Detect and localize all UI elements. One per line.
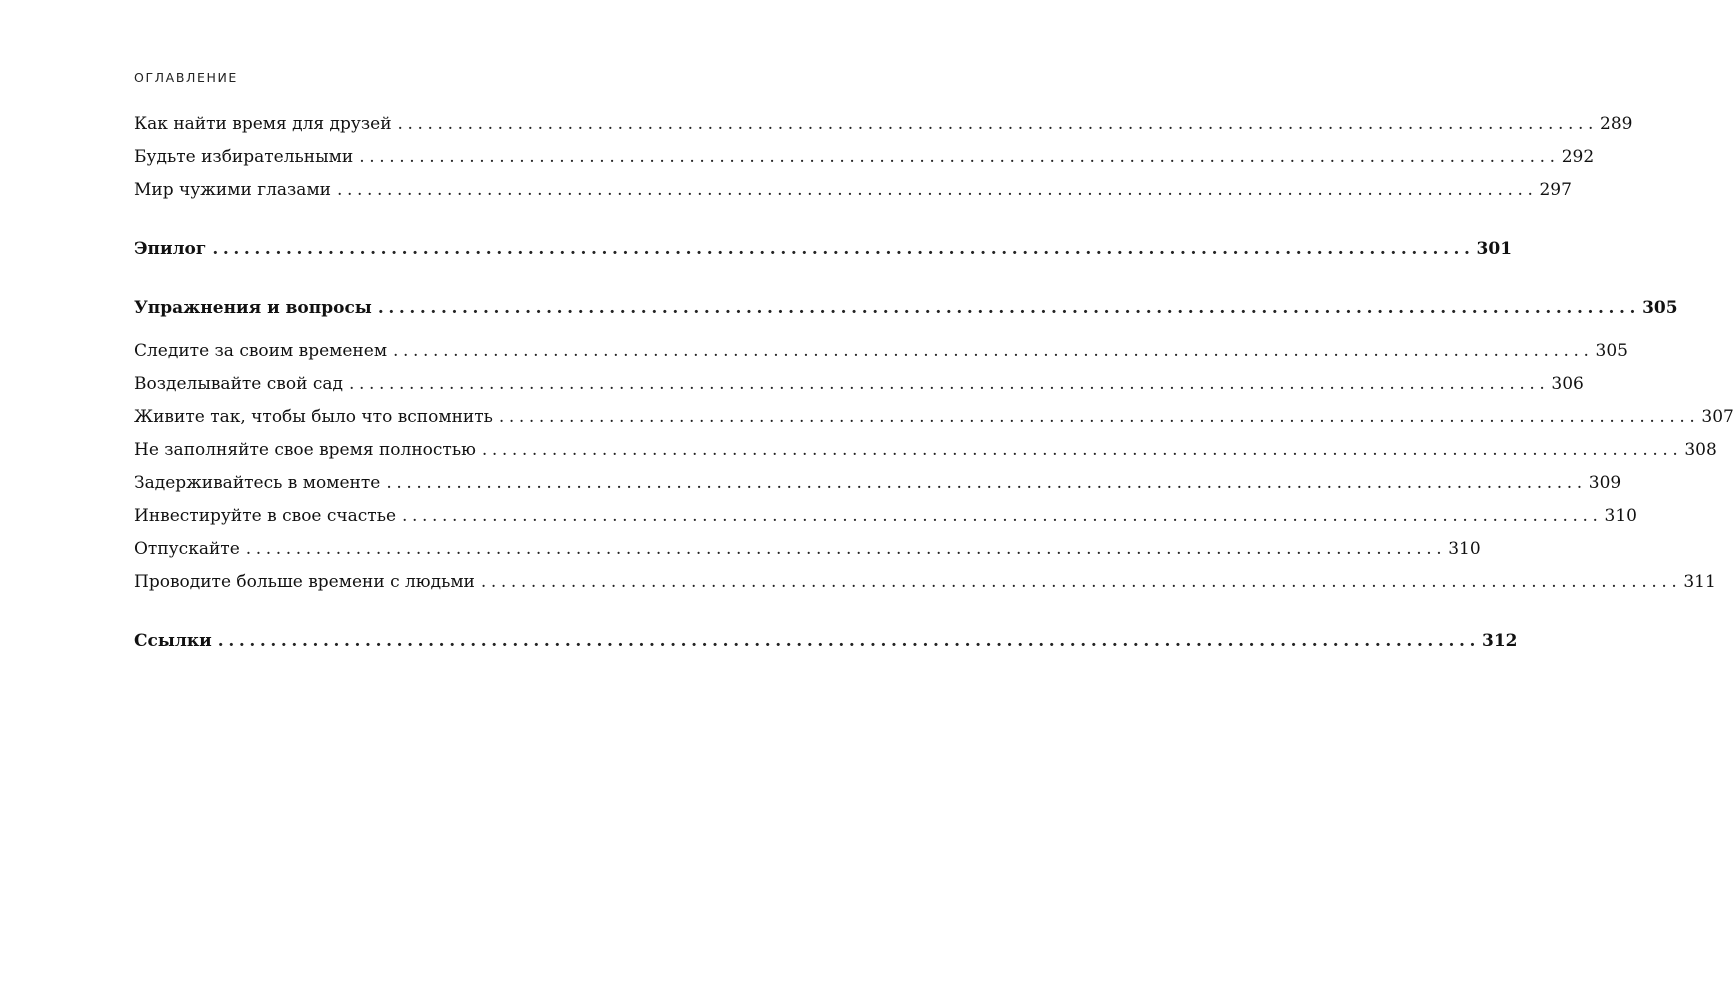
toc-entry[interactable]	[134, 368, 1584, 401]
toc-entry-page-number: 308	[1684, 440, 1717, 460]
toc-entry-title: Возделывайте свой сад	[134, 374, 343, 394]
dot-leader: ........................................................................................................................	[397, 114, 1599, 134]
toc-entry-page-number: 310	[1604, 506, 1637, 526]
dot-leader: ........................................................................................................................	[217, 631, 1481, 651]
toc-entry-page-number: 305	[1642, 298, 1678, 318]
toc-entry[interactable]	[134, 533, 1481, 566]
dot-leader: ........................................................................................................................	[245, 539, 1447, 559]
toc-entry[interactable]	[134, 434, 1717, 467]
toc-entry-title: Упражнения и вопросы	[134, 298, 372, 318]
toc-entry-page-number: 297	[1539, 180, 1572, 200]
toc-entry[interactable]	[134, 141, 1595, 174]
toc-entry-page-number: 292	[1561, 147, 1595, 167]
toc-entry-title: Эпилог	[134, 239, 207, 259]
running-head: ОГЛАВЛЕНИЕ	[134, 70, 238, 85]
toc-entry[interactable]	[134, 108, 1633, 141]
toc-entry-title: Как найти время для друзей	[134, 114, 392, 134]
toc-section-references[interactable]	[134, 625, 1518, 658]
toc-entry-title: Проводите больше времени с людьми	[134, 572, 475, 592]
toc-entry[interactable]	[134, 566, 1716, 599]
toc-entry-page-number: 306	[1551, 374, 1584, 394]
toc-entry-title: Следите за своим временем	[134, 341, 388, 361]
toc-entry[interactable]	[134, 174, 1572, 207]
toc-entry-page-number: 307	[1701, 407, 1734, 427]
toc-section-exercises[interactable]	[134, 292, 1678, 325]
toc-entry-title: Мир чужими глазами	[134, 180, 331, 200]
toc-entry-title: Живите так, чтобы было что вспомнить	[134, 407, 493, 427]
dot-leader: ........................................................................................................................	[402, 506, 1603, 526]
toc-entry-title: Инвестируйте в свое счастье	[134, 506, 397, 526]
toc-entry-page-number: 309	[1588, 473, 1622, 493]
dot-leader: ........................................................................................................................	[337, 180, 1538, 200]
dot-leader: ........................................................................................................................	[377, 298, 1641, 318]
toc-entry-title: Отпускайте	[134, 539, 240, 559]
dot-leader: ........................................................................................................................	[481, 440, 1683, 460]
toc-entry[interactable]	[134, 500, 1637, 533]
toc-entry-page-number: 310	[1448, 539, 1481, 559]
toc-entry-page-number: 289	[1600, 114, 1633, 134]
table-of-contents	[134, 108, 1734, 658]
toc-entry-page-number: 312	[1482, 631, 1518, 651]
dot-leader: ........................................................................................................................	[480, 572, 1682, 592]
dot-leader: ........................................................................................................................	[393, 341, 1594, 361]
toc-entry-title: Будьте избирательными	[134, 147, 354, 167]
toc-entry[interactable]	[134, 401, 1734, 434]
toc-entry[interactable]	[134, 467, 1622, 500]
toc-entry-title: Ссылки	[134, 631, 212, 651]
dot-leader: ........................................................................................................................	[348, 374, 1550, 394]
dot-leader: ........................................................................................................................	[212, 239, 1475, 259]
toc-entry-title: Не заполняйте свое время полностью	[134, 440, 476, 460]
toc-entry-page-number: 305	[1595, 341, 1628, 361]
toc-entry-title: Задерживайтесь в моменте	[134, 473, 381, 493]
dot-leader: ........................................................................................................................	[498, 407, 1700, 427]
toc-entry-page-number: 311	[1683, 572, 1716, 592]
dot-leader: ........................................................................................................................	[386, 473, 1587, 493]
toc-entry-page-number: 301	[1476, 239, 1513, 259]
toc-section-epilogue[interactable]	[134, 233, 1513, 266]
dot-leader: ........................................................................................................................	[359, 147, 1560, 167]
toc-entry[interactable]	[134, 335, 1628, 368]
